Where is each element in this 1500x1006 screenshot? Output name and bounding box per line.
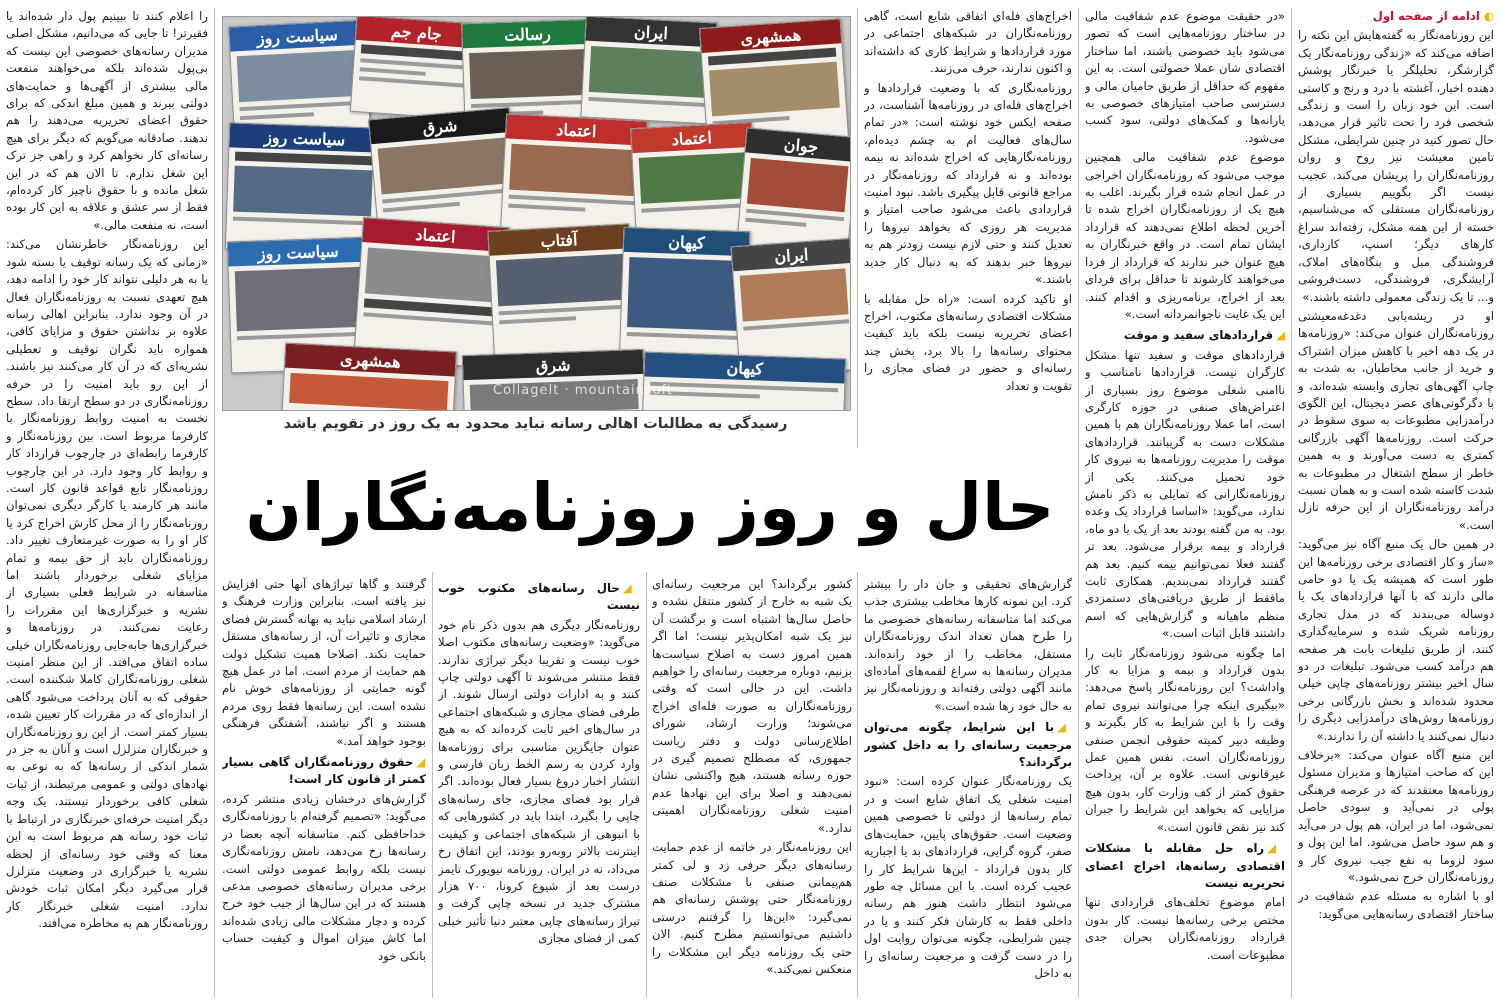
page-headline: حال و روز روزنامه‌نگاران: [245, 469, 1055, 546]
newspaper-collage-photo: [222, 16, 851, 411]
paragraph: روزنامه‌نگار دیگری هم بدون ذکر نام خود می‌گوید: «وضعیت رسانه‌های مکتوب اصلا خوب نیست و تقریبا دیگر تیراژی ندارند. فقط منتشر می‌شوند تا آگهی دولتی چاپ کنند و به ادارات دولتی ارسال شوند. از طرفی فضای مجازی و شبکه‌های اجتماعی در سال‌های اخیر ثابت کرده‌اند که به هیچ عنوان جایگزین مناسبی برای روزنامه‌ها وارد کردن به رسم الخط زبان فارسی و انتشار اخبار دروغ بسیار فعال بوده‌اند. اگر قرار بود فضای مجازی، جای رسانه‌های چاپی را بگیرد، ابتدا باید در کشورهایی که با انبوهی از شبکه‌های اجتماعی و کیفیت اینترنت بالاتر روبه‌رو بودند، این اتفاق رخ می‌داد، نه در ایران. روزنامه نیویورک تایمز درست بعد از شیوع کرونا، ۷۰۰ هزار مشترک جدید در نسخه چاپی گرفت و تیراژ رسانه‌های چاپی معتبر دنیا تأثیر خیلی کمی از فضای مجازی: [438, 617, 640, 946]
paragraph: گزارش‌های درخشان زیادی منتشر کرده، می‌گوید: «تصمیم گرفته‌ام با روزنامه‌نگاری خداحافظی کنم. متاسفانه آنچه بعضا در رسانه‌ها رخ می‌دهد، نامش روزنامه‌نگاری نیست بلکه روابط عمومی دولتی است. برخی مدیران رسانه‌های خصوصی مدعی هستند که در این سال‌ها از جیب خود خرج کرده و دچار مشکلات مالی زیادی شده‌اند اما کاش میزان اموال و کیفیت حساب بانکی خود: [222, 791, 426, 963]
paragraph: قراردادهای موقت و سفید تنها مشکل کارگران نیست. قراردادها نامناسب و ناامنی شغلی موضوع روز بسیاری از اعتراض‌های صنفی در حوزه کارگری است، اما عملا روزنامه‌نگاران هم با همین مشکلات دست به گریبانند. قراردادهای موقت را مدیریت روزنامه‌ها به نیروی کار خود تحمیل می‌کنند. یکی از روزنامه‌نگارانی که تمایلی به ذکر نامش ندارد، می‌گوید: «اساسا قرارداد یک وعده بود. به من گفته بودند بعد از یک یا دو ماه، قرارداد و بیمه برقرار می‌شود. بعد تر گفتند فعلا نمی‌توانیم بیمه کنیم. بعد هم گفتند قرارداد نمی‌بندیم. همکاری ثابت مافقط از طریق دریافتی‌های دستمزدی منظم ماهیانه و گزارش‌هایی که اسم داشتند قابل اثبات است.»: [1085, 347, 1285, 641]
article-column-4: [864, 576, 1072, 998]
photo-caption: رسیدگی به مطالبات اهالی رسانه نباید محدود به یک روز در تقویم باشد: [283, 416, 788, 432]
article-column-8: [6, 8, 208, 998]
newspaper-thumbnail: همشهری: [699, 18, 849, 148]
newspaper-thumbnail: آفتاب: [487, 223, 636, 372]
paragraph: کشور برگرداند؟ این مرجعیت رسانه‌ای یک شبه به خارج از کشور منتقل نشده و حاصل سال‌ها اشتباه است و برگشت آن نیز یک شبه امکان‌پذیر نیست؛ اما اگر همین امروز دست به اصلاح سیاست‌ها بزنیم، دوباره مرجعیت رسانه‌ای را خواهیم داشت. این در حالی است که وقتی روزنامه‌نگاران به صورت فله‌ای اخراج می‌شوند؛ وزارت ارشاد، شورای اطلاع‌رسانی دولت و دفتر ریاست جمهوری، که مصطلح تصمیم گیری در حوزه رسانه هستند، هیچ واکنشی نشان نمی‌دهند و اصلا برای این نهادها عدم امنیت شغلی روزنامه‌نگاران اهمیتی ندارد.»: [652, 577, 852, 835]
column-rule: [432, 572, 433, 998]
newspaper-thumbnail: کیهان: [642, 351, 846, 411]
paragraph: روزنامه‌نگاری که با وضعیت قراردادها و اخراج‌های فله‌ای در روزنامه‌ها آشناست، در صفحه ایکس خود نوشته است: «در تمام سال‌های فعالیت ام به چشم دیده‌ام، روزنامه‌نگارهایی که اخراج شده‌اند نه بیمه بوده‌اند و نه قرارداد که روزنامه‌نگار در مراجع قانونی قابل پیگیری باشد. نبود امنیت قراردادی باعث می‌شود صاحب امتیاز و مدیریت هر روزی که بخواهد نیرو‌ها را تعدیل کنند و حتی لازم نیست زودتر هم به نیرو‌ها خبر بدهند که به دنبال کار جدید باشند.»: [864, 80, 1072, 287]
column-rule: [1291, 8, 1292, 998]
newspaper-thumbnail: رسالت: [461, 19, 597, 136]
paragraph: این روزنامه‌نگار در خاتمه از عدم حمایت رسانه‌های دیگر حرفی زد و لی کمتر هم‌پیمانی صنفی با مشکلات صنف روزنامه‌نگار حتی پوشش رسانه‌ای هم نمی‌گیرد: «این‌ها را گرفتنم درستی داشتیم می‌توانستیم مطرح کنیم. الان حتی یک روزنامه دیگر این مشکلات را منعکس نمی‌کند.»: [652, 840, 852, 976]
paragraph: اخراج‌های فله‌ای اتفاقی شایع است، گاهی روزنامه‌نگاران در شبکه‌های اجتماعی در مورد قراردادها و شرایط کاری که داشته‌اند و اکنون ندارند، حرف می‌زنند.: [864, 9, 1072, 76]
paragraph: او با اشاره به مسئله عدم شفافیت در ساختار اقتصادی رسانه‌هایی می‌گوید:: [1298, 889, 1494, 921]
column-rule: [857, 572, 858, 998]
paragraph: این روزنامه‌نگار خاطرنشان می‌کند: «زمانی که یک رسانه توقیف یا بسته شود یا به هر دلیلی نتواند کار خود را ادامه دهد، هیچ تعهدی نسبت به روزنامه‌نگاران فعال در آن وجود ندارد. بنابراین اهالی رسانه علاوه بر نداشتن حقوق و مزایای کافی، همواره باید نگران توقیف و تعطیلی نشریه‌ای که در آن کار می‌کنند نیز باشند. از این رو باید امنیت را در حرفه روزنامه‌نگاری در دو سطح ارتقا داد. سطح نخست به امنیت روابط روزنامه‌نگار با کارفرما مربوط است. بین روزنامه‌نگار و کارفرما رابطه‌ای در چارچوب قرارداد کار و روابط کار وجود دارد. در این چارچوب روزنامه‌نگار تابع قواعد قانون کار است. مانند هر کارمند یا کارگر دیگری نمی‌توان روزنامه‌نگار را از محل کارش اخراج کرد یا کار او را به صورت غیرمتعارف تغییر داد. روزنامه‌نگاران باید از حق بیمه و تمام مزایای شغلی برخوردار باشند اما متاسفانه در شرایط فعلی بسیاری از نشریه و خبرگزاری‌ها این مقررات را رعایت نمی‌کنند. در روزنامه‌ها و خبرگزاری‌ها جابه‌جایی روزنامه‌نگاران خیلی ساده اتفاق می‌افتد. از این منظر امنیت شغلی روزنامه‌نگاران کاملا شکننده است. حقوقی که به آنان پرداخت می‌شود گاهی از اندازه‌ای که در مقررات کار تعیین شده، بسیار کمتر است. از این رو روزنامه‌نگاران و خبرنگاران متزلزل است و آنان به جز در شمار اندکی از رسانه‌ها که به نوعی به نهادهای دولتی و عمومی مرتبطند، از ثبات شغلی کافی برخوردار نیستند. یک وجه دیگر امنیت حرفه‌ای خبرنگاری در ارتباط با ثبات خود رسانه هم مربوط است به این معنا که وقتی خود رسانه‌ای از لحظه نشریه یا خبرگزاری در وضعیت متزلزل قرار می‌گیرد دیگر امکان ثبات خودش ندارد. امنیت شغلی خبرنگار کار روزنامه‌نگار هم به مخاطره می‌افتد.: [6, 237, 208, 931]
column-rule: [214, 8, 215, 998]
article-column-2: [1085, 8, 1285, 998]
subheading: ◢قراردادهای سفید و موقت: [1123, 328, 1285, 343]
photo-watermark: CollageIt · mountainsoft: [493, 383, 673, 398]
subheading: ◢حقوق روزنامه‌نگاران گاهی بسیار کمتر از قانون کار است!: [222, 755, 426, 787]
newspaper-thumbnail: ایران: [580, 16, 717, 124]
paragraph: «در حقیقت موضوع عدم شفافیت مالی در ساختار روزنامه‌هایی است که تصور می‌شود باید خصوصی باشند، اما ساختار اقتصادی شان عملا خصولتی است. به این مفهوم که حداقل از طریق حامیان مالی و دسترسی صاحب امتیازهای خصوصی به یارانه‌ها و کمک‌های دولتی، سود کسب می‌شود.: [1085, 9, 1285, 145]
paragraph: موضوع عدم شفافیت مالی همچنین موجب می‌شود که روزنامه‌نگاران اخراجی در عمل انجام شده قرار بگیرند. اغلب به هیچ یک از روزنامه‌نگاران اخراج شده تا آخرین لحظه اطلاع نمی‌دهند که قرارداد ایشان تمام است. در واقع خبرنگاران به هیچ عنوان خبر ندارند که قرارداد از فردا می‌خواهند کارشوند تا حداقل برای فردای بعد از اخراج، برنامه‌ریزی و اقدام کنند. این یک غایت ناجوانمردانه است.»: [1085, 150, 1285, 321]
triangle-marker-icon: ◢: [1267, 841, 1285, 856]
triangle-marker-icon: ◢: [1276, 328, 1285, 343]
article-column-6: [438, 576, 640, 998]
triangle-marker-icon: ◢: [622, 581, 640, 595]
column-rule: [857, 8, 858, 448]
newspaper-thumbnail: سیاست روز: [228, 19, 371, 138]
newspaper-thumbnail: سیاست روز: [225, 122, 381, 254]
paragraph: گزارش‌های تحقیقی و جان دار را بیشتر کرد. این نمونه کارها مخاطب بیشتری جذب می‌کند اما متاسفانه رسانه‌های خصوصی ما را طرح همان تعداد اندک روزنامه‌نگاران مستقل، مخاطب را از خود رانده‌اند. مدیران رسانه‌ها به سراغ لقمه‌های آماده‌ای مانند آگهی دولتی رفته‌اند و روزنامه‌نگار نیز به حال خود رها شده است.»: [864, 577, 1072, 713]
paragraph: یک روزنامه‌نگار عنوان کرده است: «نبود امنیت شغلی یک اتفاق شایع است و در تمام رسانه‌ها از دولتی تا خصوصی همین وضعیت است. حقوق‌های پایین، حمایت‌های صفر، گروه گرایی، قراردادهای بد یا اجباریه کار بدون قرارداد - این‌ها شرایط کار را عجیب کرده است. با این مسائل چه طور می‌شود انتظار داشت هنوز هم رسانه داخلی فقط به کارشان فکر کنند و یا در چنین شرایطی، چگونه می‌توان روایت اول را در دست گرفت و مرجعیت رسانه‌ای را به داخل: [864, 774, 1072, 980]
paragraph: اما چگونه می‌شود روزنامه‌نگار ثابت را بدون قرارداد و بیمه و مزایا به کار واداشت؟ این روزنامه‌نگار پاسخ می‌دهد: «بیگیری اینکه چرا می‌توانند نیروی تمام وقت را با این شرایط به کار بگیرند و وظیفه دبیر کمیته حقوقی انجمن صنفی روزنامه‌نگاران است. نفس همین عمل غیرقانونی است. علاوه بر آن، پرداخت حقوق کمتر از کف وزارت کار، بدون هیچ مزایایی که بخواهد این شرایط را جبران کند نیز نقض قانون است.»: [1085, 645, 1285, 834]
newspaper-thumbnail: جوان: [736, 127, 851, 258]
paragraph: این روزنامه‌نگار به گفته‌هایش این نکته را اضافه می‌کند که «زندگی روزنامه‌نگار یک گزارشگر، تحلیلگر یا خبرنگار پوشش دهنده اخبار، آغشته با درد و رنج و کاستی است. این خود زبان را است و زندگی شخصی فرد را تحت تاثیر قرار می‌دهد، حال تصور کنید در چنین شرایطی، مشکل تامین معیشت نیز روح و روان روزنامه‌نگاران را پریشان می‌کند. عجیب نیست اگر بگوییم بسیاری از روزنامه‌نگاران مستقلی که می‌شناسیم، خسته از این همه مشکل، رفته‌اند سراغ کارهای دیگر؛ اسنپ، کارداری، فروشندگی مبل و بنگاه‌های املاک، آرایشگری، فروشندگی، دست‌فروشی و... تا یک زندگی معمولی داشته باشند.»: [1298, 28, 1494, 304]
newspaper-thumbnail: همشهری: [281, 343, 457, 411]
subheading: ◢با این شرایط، چگونه می‌توان مرجعیت رسانه‌ای را به داخل کشور برگرداند؟: [864, 720, 1072, 770]
subheading: ◢حال رسانه‌های مکتوب خوب نیست: [438, 581, 640, 613]
newspaper-thumbnail: سیاست روز: [227, 237, 374, 374]
paragraph: امام موضوع تخلف‌های قراردادی تنها مختص برخی رسانه‌ها نیست. کار بدون قرارداد روزنامه‌نگاران بحران جدی مطبوعات است.: [1085, 895, 1285, 962]
paragraph: او تاکید کرده است: «راه حل مقابله با مشکلات اقتصادی رسانه‌های مکتوب، اخراج اعضای تحریریه نیست بلکه باید کیفیت محتوای رسانه‌ها را بالا برد، بخش چند رسانه‌ای و حضور در فضای مجازی را تقویت و تعداد: [864, 291, 1072, 393]
triangle-marker-icon: ◢: [416, 755, 426, 770]
article-column-5: [652, 576, 852, 998]
newspaper-thumbnail: شرق: [462, 349, 647, 411]
triangle-marker-icon: ◢: [1056, 720, 1072, 735]
paragraph: گرفتند و گاها تیراژهای آنها حتی افزایش نیز یافته است. بنابراین وزارت فرهنگ و ارشاد اسلامی نباید به بهانه گسترش فضای مجازی و تاثیرات آن، از رسانه‌های مستقل حمایت نکند. اصلاحا همیت تشکیل دولت هم حمایت از مردم است. اما در عمل هیچ گونه حمایتی از روزنامه‌های خوش نام نشده است. این رسانه‌ها فقط روی مردم هستند و اگر نباشند، آشفتگی فرهنگی بوجود خواهد آمد.»: [222, 577, 426, 748]
article-column-1: [1298, 8, 1494, 998]
newspaper-thumbnail: اعتماد: [500, 113, 648, 237]
subheading: ◢راه حل مقابله با مشکلات اقتصادی رسانه‌ها، اخراج اعضای تحریریه نیست: [1085, 841, 1285, 890]
newspaper-thumbnail: شرق: [368, 107, 520, 239]
article-column-7: [222, 576, 426, 998]
paragraph: در همین حال یک منبع آگاه نیز می‌گوید: «ساز و کار اقتصادی برخی روزنامه‌ها این طور است که همیشه یک یا دو حامی مالی دارند که با آنها قراردادهای یک یا دوساله می‌بندند که در مدل تجاری روزنامه شریک شده و سرمایه‌گذاری کنند. از طریق تبلیغات بابت هر صفحه هم درآمد کسب می‌شود. تبلیغات در دو سال اخیر بیشتر روزنامه‌های چاپی خیلی محدود شده‌اند و بخش بازرگانی برخی روزنامه‌ها روش‌های درآمدزایی دیگری را دنبال نمی‌کنند یا داشته آن را ندارند.»: [1298, 537, 1494, 743]
newspaper-thumbnail: اعتماد: [353, 217, 510, 369]
newspaper-thumbnail: کیهان: [619, 227, 751, 373]
paragraph: این منبع آگاه عنوان می‌کند: «برخلاف این که صاحب امتیازها و مدیران مسئول روزنامه‌ها معتقدند که در عرصه فرهنگی پولی در نمی‌آید و سودی حاصل نمی‌شود، اما در ایران، هم پول در می‌آید و هم سود حاصل می‌شود. اما این پول و سود لزوما به نفع جیب نیروی کار و روزنامه‌نگاران خرج نمی‌شود.»: [1298, 748, 1494, 884]
paragraph: او در ریشه‌یابی دغدغه‌معیشتی روزنامه‌نگاران عنوان می‌کند: «روزنامه‌ها در یک دهه اخیر با کاهش میزان اشتراک و خرید از جانب مخاطبان، به شدت به چاپ آگهی‌های تجاری وابسته شده‌اند، و با دگرگونی‌های عصر دیجیتال، این الگوی درآمدزایی مطبوعات به سوی سقوط در حرکت است. روزنامه‌ها آگهی بازرگانی کمتری به دست می‌آورند و به همین خاطر از سطح اشتغال در مطبوعات به شدت کاسته شده است و به همان نسبت درآمد روزنامه‌نگاران از این حرفه نازل است.»: [1298, 308, 1494, 532]
continued-from-front-label: ◐ ادامه از صفحه اول: [1372, 9, 1494, 23]
column-rule: [1078, 8, 1079, 998]
paragraph: را اعلام کنند تا ببینیم پول دار شده‌اند یا فقیرتر! تا جایی که می‌دانیم، مشکل اصلی مدیران رسانه‌های خصوصی این نیست که بی‌پول شده‌اند بلکه می‌خواهند منفعت مالی بیشتری از آگهی‌ها و حمایت‌های دولتی ببرند و همین مبلغ اندکی که برای حقوق اعضای تحریریه می‌دهند را هم ندهند. صادقانه می‌گویم که دیگر برای هیچ رسانه‌ای کار نخواهم کرد و راهی جز ترک این شغل ندارم. تا الان هم که در این شغل مانده و با حقوق ناچیز کار کرده‌ام، فقط از سر عشق و علاقه به این کار بوده است، نه منفعت مالی.»: [6, 9, 208, 232]
bullet-icon: ◐: [1483, 9, 1494, 23]
column-rule: [646, 572, 647, 998]
article-column-3: [864, 8, 1072, 444]
newspaper-thumbnail: اعتماد: [630, 122, 758, 240]
newspaper-thumbnail: جام جم: [350, 16, 478, 120]
newspaper-thumbnail: ایران: [731, 238, 851, 378]
